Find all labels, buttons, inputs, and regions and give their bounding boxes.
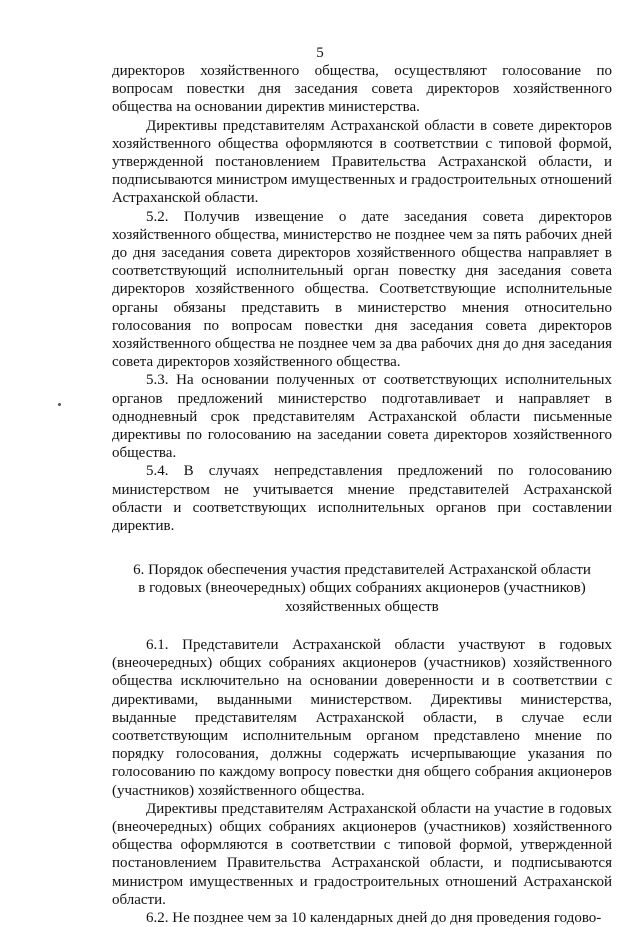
scan-speck <box>58 403 61 406</box>
paragraph-directives-board: Директивы представителям Астраханской области в совете директоров хозяйственного общества оформляются в соответствии с типовой формой, утвержденной постановлением Правительства Астраханской области, и подписываются министром имущественных и градостроительных отношений Астраханской области. <box>112 117 612 207</box>
paragraph-6-1: 6.1. Представители Астраханской области участвуют в годовых (внеочередных) общих собраниях акционеров (участников) хозяйственного общества исключительно на основании доверенности и в соответствии с директивами, выданными министерством. Директивы министерства, выданные представителям Астраханской области, в случае если соответствующим исполнительным органом представлено мнение по порядку голосования, должны содержать исчерпывающие указания по голосованию по каждому вопросу повестки дня общего собрания акционеров (участников) хозяйственного общества. <box>112 636 612 799</box>
section-gap <box>112 616 612 636</box>
section-6-heading-line2: в годовых (внеочередных) общих собраниях акционеров (участников) хозяйственных обществ <box>138 580 586 615</box>
paragraph-6-2: 6.2. Не позднее чем за 10 календарных дней до дня проведения годово- <box>146 909 602 926</box>
paragraph-directives-meetings: Директивы представителям Астраханской области на участие в годовых (внеочередных) общих собраниях акционеров (участников) хозяйственного общества оформляются в соответствии с типовой формой, утвержденной постановлением Правительства Астраханской области, и подписываются министром имущественных и градостроительных отношений Астраханской области. <box>112 800 612 908</box>
paragraph-5-3: 5.3. На основании полученных от соответствующих исполнительных органов предложений министерство подготавливает и направляет в однодневный срок представителям Астраханской области письменные директивы по голосованию на заседании совета директоров хозяйственного общества. <box>112 372 612 462</box>
document-body <box>112 62 612 927</box>
paragraph-continuation: директоров хозяйственного общества, осуществляют голосование по вопросам повестки дня заседания совета директоров хозяйственного общества на основании директив министерства. <box>112 63 612 116</box>
section-6-heading-line1: 6. Порядок обеспечения участия представителей Астраханской области <box>133 562 591 579</box>
page-number: 5 <box>316 45 324 61</box>
paragraph-5-4: 5.4. В случаях непредставления предложений по голосованию министерством не учитывается мнение представителей Астраханской области и соответствующих исполнительных органов при составлении директив. <box>112 463 612 535</box>
section-6-heading <box>112 561 612 616</box>
paragraph-5-2: 5.2. Получив извещение о дате заседания совета директоров хозяйственного общества, министерство не позднее чем за пять рабочих дней до дня заседания совета директоров хозяйственного общества направляет в соответствующий исполнительный орган повестку дня заседания совета директоров хозяйственного общества. Соответствующие исполнительные органы обязаны представить в министерство мнения относительно голосования по вопросам повестки дня заседания совета директоров хозяйственного общества не позднее чем за два рабочих дня до дня заседания совета директоров хозяйственного общества. <box>112 208 612 371</box>
